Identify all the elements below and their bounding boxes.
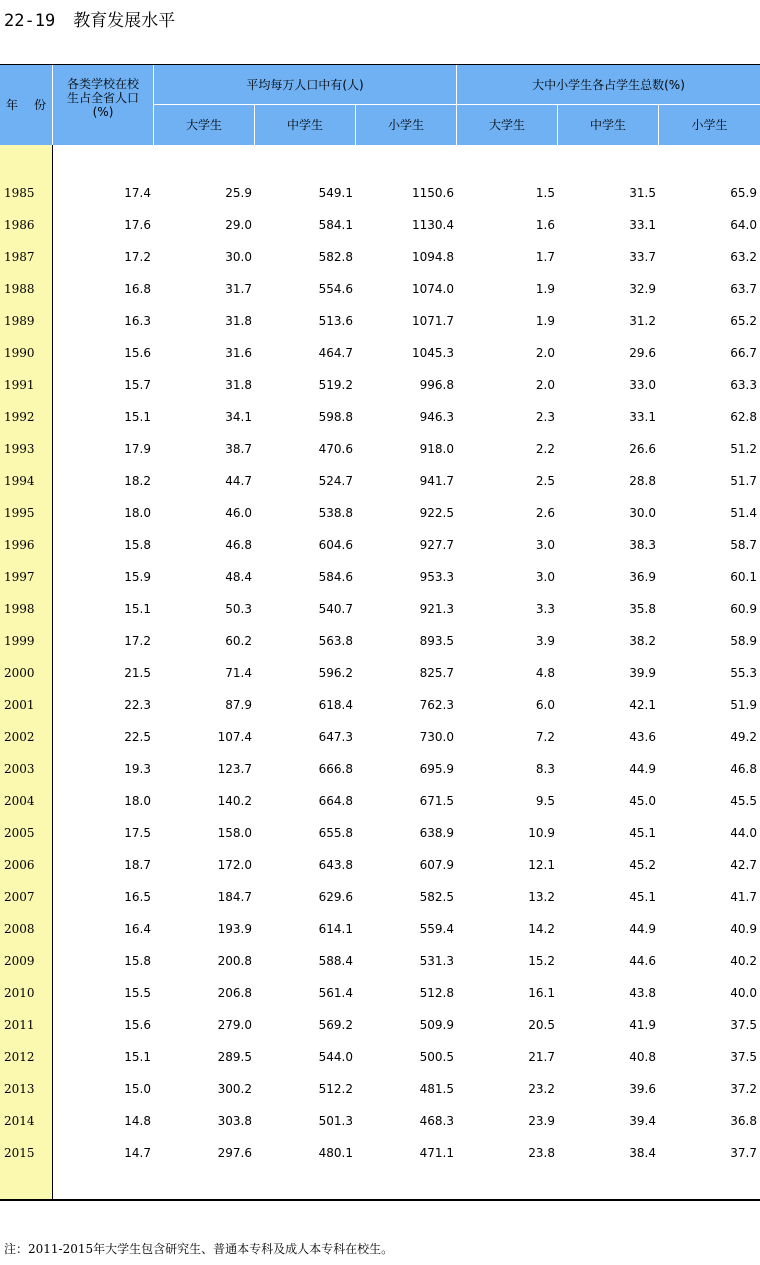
cell-univ-per-10k: 44.7 [225,474,252,488]
header-student-share: 各类学校在校 生占全省人口 (%) [66,77,139,119]
cell-primary-share: 40.9 [730,922,757,936]
cell-univ-share: 9.5 [535,794,555,808]
cell-middle-per-10k: 582.8 [318,250,353,264]
cell-univ-share: 3.0 [535,538,555,552]
table-title [4,6,175,31]
cell-middle-per-10k: 563.8 [318,634,353,648]
cell-student-share: 17.9 [124,442,151,456]
row-year: 2008 [4,922,35,936]
cell-univ-per-10k: 158.0 [217,826,252,840]
cell-middle-share: 40.8 [629,1050,656,1064]
cell-middle-share: 43.8 [629,986,656,1000]
table-row [0,977,760,1009]
cell-univ-share: 3.3 [535,602,555,616]
cell-student-share: 17.2 [124,250,151,264]
cell-univ-share: 1.9 [535,314,555,328]
cell-univ-per-10k: 30.0 [225,250,252,264]
cell-primary-per-10k: 695.9 [419,762,454,776]
table-row [0,817,760,849]
cell-univ-per-10k: 31.8 [225,314,252,328]
cell-middle-per-10k: 584.6 [318,570,353,584]
row-year: 1992 [4,410,35,424]
cell-middle-per-10k: 554.6 [318,282,353,296]
table-row [0,273,760,305]
cell-primary-share: 63.2 [730,250,757,264]
table-row [0,433,760,465]
cell-student-share: 21.5 [124,666,151,680]
cell-univ-share: 3.9 [535,634,555,648]
cell-middle-per-10k: 666.8 [318,762,353,776]
cell-primary-per-10k: 512.8 [419,986,454,1000]
cell-middle-share: 45.0 [629,794,656,808]
cell-middle-share: 43.6 [629,730,656,744]
cell-univ-share: 1.9 [535,282,555,296]
cell-middle-per-10k: 519.2 [318,378,353,392]
table-row [0,1009,760,1041]
cell-univ-per-10k: 303.8 [217,1114,252,1128]
cell-student-share: 17.4 [124,186,151,200]
cell-primary-per-10k: 1074.0 [412,282,454,296]
cell-univ-per-10k: 34.1 [225,410,252,424]
cell-primary-per-10k: 607.9 [419,858,454,872]
table-number: 22-19 [4,11,56,31]
table-row [0,753,760,785]
cell-univ-share: 1.7 [535,250,555,264]
cell-primary-share: 46.8 [730,762,757,776]
cell-student-share: 17.2 [124,634,151,648]
cell-student-share: 14.8 [124,1114,151,1128]
cell-primary-share: 37.5 [730,1018,757,1032]
row-year: 1994 [4,474,35,488]
cell-univ-share: 23.8 [528,1146,555,1160]
row-year: 1997 [4,570,35,584]
cell-student-share: 15.1 [124,410,151,424]
cell-middle-per-10k: 524.7 [318,474,353,488]
cell-primary-share: 51.9 [730,698,757,712]
cell-student-share: 16.3 [124,314,151,328]
cell-primary-per-10k: 922.5 [419,506,454,520]
cell-primary-share: 41.7 [730,890,757,904]
row-year: 1999 [4,634,35,648]
cell-middle-per-10k: 561.4 [318,986,353,1000]
table-row [0,497,760,529]
table-row [0,209,760,241]
cell-student-share: 15.1 [124,1050,151,1064]
cell-univ-share: 1.5 [535,186,555,200]
cell-primary-share: 55.3 [730,666,757,680]
cell-middle-per-10k: 584.1 [318,218,353,232]
cell-univ-per-10k: 46.0 [225,506,252,520]
cell-univ-share: 23.9 [528,1114,555,1128]
cell-middle-share: 33.1 [629,410,656,424]
cell-middle-share: 44.9 [629,762,656,776]
cell-univ-share: 2.2 [535,442,555,456]
cell-student-share: 16.4 [124,922,151,936]
cell-student-share: 15.0 [124,1082,151,1096]
cell-primary-share: 65.2 [730,314,757,328]
cell-student-share: 15.8 [124,538,151,552]
cell-middle-share: 44.9 [629,922,656,936]
row-year: 2011 [4,1018,35,1032]
cell-primary-per-10k: 762.3 [419,698,454,712]
table-row [0,1073,760,1105]
cell-primary-share: 44.0 [730,826,757,840]
cell-student-share: 18.2 [124,474,151,488]
cell-primary-per-10k: 531.3 [419,954,454,968]
cell-univ-per-10k: 193.9 [217,922,252,936]
cell-middle-per-10k: 464.7 [318,346,353,360]
row-year: 2010 [4,986,35,1000]
cell-univ-per-10k: 289.5 [217,1050,252,1064]
table-row [0,913,760,945]
cell-univ-share: 2.5 [535,474,555,488]
table-row [0,1041,760,1073]
row-year: 2009 [4,954,35,968]
row-year: 1985 [4,186,35,200]
cell-univ-share: 2.0 [535,346,555,360]
header-group-per-10k: 平均每万人口中有(人) [246,77,364,92]
cell-student-share: 15.8 [124,954,151,968]
cell-middle-share: 39.9 [629,666,656,680]
cell-student-share: 15.6 [124,346,151,360]
table-row [0,305,760,337]
cell-primary-share: 64.0 [730,218,757,232]
cell-univ-per-10k: 87.9 [225,698,252,712]
cell-student-share: 15.6 [124,1018,151,1032]
cell-primary-share: 62.8 [730,410,757,424]
row-year: 2013 [4,1082,35,1096]
cell-middle-per-10k: 588.4 [318,954,353,968]
cell-univ-per-10k: 31.6 [225,346,252,360]
row-year: 2001 [4,698,35,712]
footnote: 注：2011-2015年大学生包含研究生、普通本专科及成人本专科在校生。 [4,1242,394,1256]
cell-univ-per-10k: 31.8 [225,378,252,392]
cell-primary-per-10k: 671.5 [419,794,454,808]
cell-middle-per-10k: 596.2 [318,666,353,680]
cell-primary-per-10k: 1094.8 [412,250,454,264]
cell-univ-per-10k: 123.7 [217,762,252,776]
cell-univ-per-10k: 60.2 [225,634,252,648]
row-year: 1988 [4,282,35,296]
cell-student-share: 14.7 [124,1146,151,1160]
table-row [0,529,760,561]
table-row [0,593,760,625]
cell-univ-per-10k: 297.6 [217,1146,252,1160]
cell-middle-per-10k: 501.3 [318,1114,353,1128]
table-row [0,1105,760,1137]
cell-student-share: 15.7 [124,378,151,392]
cell-univ-per-10k: 206.8 [217,986,252,1000]
cell-primary-per-10k: 500.5 [419,1050,454,1064]
cell-middle-per-10k: 540.7 [318,602,353,616]
table-row [0,1137,760,1169]
cell-middle-per-10k: 618.4 [318,698,353,712]
cell-middle-share: 41.9 [629,1018,656,1032]
table-row [0,369,760,401]
cell-middle-share: 45.2 [629,858,656,872]
cell-univ-share: 2.6 [535,506,555,520]
cell-primary-per-10k: 730.0 [419,730,454,744]
header-sub-primary: 小学生 [387,118,424,132]
cell-univ-per-10k: 71.4 [225,666,252,680]
cell-student-share: 17.6 [124,218,151,232]
row-year: 1986 [4,218,35,232]
cell-student-share: 18.7 [124,858,151,872]
cell-middle-per-10k: 647.3 [318,730,353,744]
cell-primary-share: 63.3 [730,378,757,392]
cell-middle-share: 39.6 [629,1082,656,1096]
cell-primary-per-10k: 941.7 [419,474,454,488]
row-year: 2014 [4,1114,35,1128]
cell-middle-per-10k: 470.6 [318,442,353,456]
cell-middle-per-10k: 538.8 [318,506,353,520]
header-group-share: 大中小学生各占学生总数(%) [532,77,685,92]
row-year: 1993 [4,442,35,456]
cell-primary-per-10k: 559.4 [419,922,454,936]
row-year: 2015 [4,1146,35,1160]
row-year: 1996 [4,538,35,552]
cell-primary-per-10k: 953.3 [419,570,454,584]
cell-univ-share: 15.2 [528,954,555,968]
table-title-text: 教育发展水平 [73,11,176,31]
row-year: 2003 [4,762,35,776]
cell-primary-share: 58.9 [730,634,757,648]
cell-middle-per-10k: 598.8 [318,410,353,424]
cell-middle-per-10k: 512.2 [318,1082,353,1096]
cell-middle-share: 31.5 [629,186,656,200]
cell-univ-share: 14.2 [528,922,555,936]
cell-primary-per-10k: 825.7 [419,666,454,680]
cell-univ-per-10k: 107.4 [217,730,252,744]
cell-primary-share: 37.5 [730,1050,757,1064]
cell-primary-per-10k: 471.1 [419,1146,454,1160]
cell-student-share: 15.9 [124,570,151,584]
cell-primary-per-10k: 996.8 [419,378,454,392]
cell-univ-per-10k: 279.0 [217,1018,252,1032]
cell-univ-share: 23.2 [528,1082,555,1096]
cell-middle-per-10k: 569.2 [318,1018,353,1032]
cell-student-share: 19.3 [124,762,151,776]
cell-middle-share: 26.6 [629,442,656,456]
cell-middle-share: 45.1 [629,826,656,840]
cell-primary-share: 42.7 [730,858,757,872]
cell-primary-share: 51.2 [730,442,757,456]
table-row [0,689,760,721]
header-sub-university: 大学生 [185,118,222,132]
table-row [0,721,760,753]
cell-univ-per-10k: 50.3 [225,602,252,616]
cell-middle-per-10k: 604.6 [318,538,353,552]
table-row [0,657,760,689]
cell-primary-per-10k: 946.3 [419,410,454,424]
table-row [0,881,760,913]
header-year: 年 份 [6,98,46,112]
row-year: 2000 [4,666,35,680]
cell-primary-per-10k: 509.9 [419,1018,454,1032]
cell-primary-share: 40.2 [730,954,757,968]
cell-univ-share: 21.7 [528,1050,555,1064]
cell-primary-share: 51.4 [730,506,757,520]
cell-univ-share: 3.0 [535,570,555,584]
row-year: 1998 [4,602,35,616]
row-year: 2004 [4,794,35,808]
cell-primary-per-10k: 893.5 [419,634,454,648]
cell-middle-per-10k: 513.6 [318,314,353,328]
cell-student-share: 15.1 [124,602,151,616]
cell-middle-per-10k: 629.6 [318,890,353,904]
header-sub-primary-share: 小学生 [691,118,728,132]
cell-univ-per-10k: 172.0 [217,858,252,872]
row-year: 1990 [4,346,35,360]
cell-primary-share: 58.7 [730,538,757,552]
table-row [0,241,760,273]
header-sub-middle-share: 中学生 [589,118,626,132]
cell-univ-share: 20.5 [528,1018,555,1032]
cell-primary-per-10k: 1130.4 [412,218,454,232]
cell-primary-per-10k: 927.7 [419,538,454,552]
cell-primary-per-10k: 921.3 [419,602,454,616]
header-sub-university-share: 大学生 [488,118,525,132]
cell-univ-per-10k: 140.2 [217,794,252,808]
cell-primary-per-10k: 918.0 [419,442,454,456]
cell-univ-per-10k: 38.7 [225,442,252,456]
table-row [0,177,760,209]
cell-primary-share: 65.9 [730,186,757,200]
cell-middle-share: 38.3 [629,538,656,552]
cell-student-share: 18.0 [124,794,151,808]
cell-univ-share: 13.2 [528,890,555,904]
cell-primary-per-10k: 582.5 [419,890,454,904]
cell-student-share: 16.8 [124,282,151,296]
cell-middle-share: 44.6 [629,954,656,968]
cell-student-share: 15.5 [124,986,151,1000]
cell-middle-share: 32.9 [629,282,656,296]
cell-middle-share: 42.1 [629,698,656,712]
cell-middle-share: 36.9 [629,570,656,584]
cell-primary-per-10k: 468.3 [419,1114,454,1128]
cell-univ-share: 1.6 [535,218,555,232]
cell-primary-share: 37.2 [730,1082,757,1096]
row-year: 2002 [4,730,35,744]
cell-univ-per-10k: 31.7 [225,282,252,296]
cell-middle-share: 33.0 [629,378,656,392]
cell-middle-share: 33.1 [629,218,656,232]
cell-primary-share: 51.7 [730,474,757,488]
table-row [0,401,760,433]
cell-univ-per-10k: 29.0 [225,218,252,232]
cell-univ-per-10k: 184.7 [217,890,252,904]
cell-middle-per-10k: 655.8 [318,826,353,840]
cell-middle-share: 29.6 [629,346,656,360]
table-row [0,465,760,497]
cell-middle-share: 39.4 [629,1114,656,1128]
row-year: 2012 [4,1050,35,1064]
cell-univ-share: 16.1 [528,986,555,1000]
cell-univ-share: 12.1 [528,858,555,872]
table-row [0,337,760,369]
cell-univ-per-10k: 48.4 [225,570,252,584]
cell-student-share: 18.0 [124,506,151,520]
cell-student-share: 22.5 [124,730,151,744]
cell-univ-per-10k: 46.8 [225,538,252,552]
cell-primary-share: 66.7 [730,346,757,360]
cell-middle-per-10k: 664.8 [318,794,353,808]
table-row [0,849,760,881]
cell-univ-share: 7.2 [535,730,555,744]
cell-primary-per-10k: 481.5 [419,1082,454,1096]
cell-student-share: 17.5 [124,826,151,840]
cell-primary-per-10k: 638.9 [419,826,454,840]
cell-univ-share: 8.3 [535,762,555,776]
cell-primary-share: 36.8 [730,1114,757,1128]
cell-middle-per-10k: 480.1 [318,1146,353,1160]
row-year: 2007 [4,890,35,904]
cell-middle-per-10k: 549.1 [318,186,353,200]
row-year: 1995 [4,506,35,520]
cell-univ-share: 4.8 [535,666,555,680]
cell-middle-per-10k: 544.0 [318,1050,353,1064]
cell-student-share: 16.5 [124,890,151,904]
row-year: 1991 [4,378,35,392]
cell-student-share: 22.3 [124,698,151,712]
row-year: 1987 [4,250,35,264]
cell-primary-share: 37.7 [730,1146,757,1160]
cell-univ-share: 6.0 [535,698,555,712]
cell-middle-share: 31.2 [629,314,656,328]
cell-univ-share: 2.3 [535,410,555,424]
cell-primary-share: 60.9 [730,602,757,616]
table-row [0,945,760,977]
cell-primary-per-10k: 1150.6 [412,186,454,200]
cell-middle-share: 38.4 [629,1146,656,1160]
cell-middle-per-10k: 643.8 [318,858,353,872]
cell-univ-per-10k: 300.2 [217,1082,252,1096]
cell-primary-share: 60.1 [730,570,757,584]
table-bottom-rule [0,1199,760,1201]
cell-primary-share: 45.5 [730,794,757,808]
cell-univ-per-10k: 200.8 [217,954,252,968]
cell-primary-per-10k: 1071.7 [412,314,454,328]
row-year: 2006 [4,858,35,872]
table-row [0,785,760,817]
cell-univ-share: 10.9 [528,826,555,840]
row-year: 2005 [4,826,35,840]
table-row [0,561,760,593]
cell-univ-per-10k: 25.9 [225,186,252,200]
cell-middle-share: 30.0 [629,506,656,520]
row-year: 1989 [4,314,35,328]
cell-primary-share: 40.0 [730,986,757,1000]
cell-primary-share: 63.7 [730,282,757,296]
cell-middle-per-10k: 614.1 [318,922,353,936]
cell-middle-share: 38.2 [629,634,656,648]
cell-middle-share: 28.8 [629,474,656,488]
table-row [0,625,760,657]
cell-primary-per-10k: 1045.3 [412,346,454,360]
cell-univ-share: 2.0 [535,378,555,392]
cell-middle-share: 45.1 [629,890,656,904]
cell-middle-share: 33.7 [629,250,656,264]
cell-primary-share: 49.2 [730,730,757,744]
header-sub-middle: 中学生 [286,118,323,132]
cell-middle-share: 35.8 [629,602,656,616]
